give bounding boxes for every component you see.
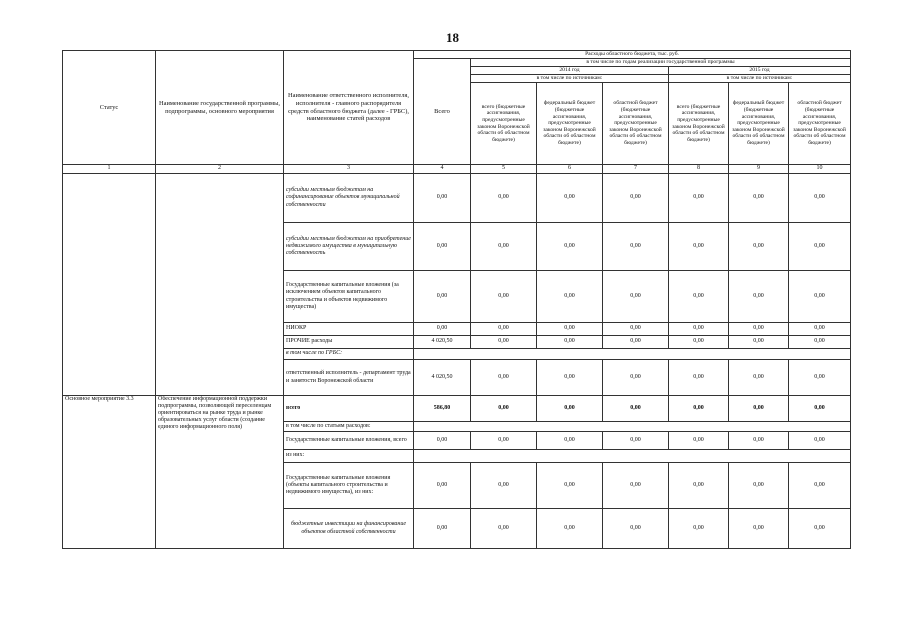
value-cell: 0,00 bbox=[471, 271, 537, 323]
row-label: в том числе по ГРБС: bbox=[284, 349, 414, 360]
header-sources-2015: в том числе по источникам: bbox=[669, 75, 851, 83]
value-cell: 0,00 bbox=[789, 271, 851, 323]
value-cell: 0,00 bbox=[729, 323, 789, 336]
value-cell: 0,00 bbox=[789, 174, 851, 223]
measure-name: Обеспечение информационной поддержки подпрограммы, позволяющей переселенцам ориентироваться на рынке труда и рынке образовательных услуг области (создание единого информационного поля) bbox=[156, 396, 284, 549]
row-label: из них: bbox=[284, 450, 414, 463]
value-cell: 0,00 bbox=[729, 509, 789, 549]
value-cell: 0,00 bbox=[789, 463, 851, 509]
value-cell: 0,00 bbox=[537, 174, 603, 223]
value-cell: 0,00 bbox=[414, 223, 471, 271]
value-cell: 0,00 bbox=[471, 463, 537, 509]
value-cell: 0,00 bbox=[603, 174, 669, 223]
col-number: 3 bbox=[284, 165, 414, 174]
header-2014-all: всего (бюджетные ассигнования, предусмотренные законом Воронежской области об областном бюджете) bbox=[471, 83, 537, 165]
value-cell: 0,00 bbox=[669, 396, 729, 422]
value-cell: 0,00 bbox=[603, 509, 669, 549]
value-cell: 0,00 bbox=[789, 223, 851, 271]
col-number: 2 bbox=[156, 165, 284, 174]
row-label: бюджетные инвестиции на финансирование объектов областной собственности bbox=[284, 509, 414, 549]
value-cell: 0,00 bbox=[669, 323, 729, 336]
value-cell: 0,00 bbox=[537, 360, 603, 396]
value-cell: 0,00 bbox=[729, 396, 789, 422]
value-cell: 0,00 bbox=[414, 463, 471, 509]
value-cell: 0,00 bbox=[471, 432, 537, 450]
col-number: 8 bbox=[669, 165, 729, 174]
row-label: субсидии местным бюджетам на софинансирование объектов муниципальной собственности bbox=[284, 174, 414, 223]
header-2014-federal: федеральный бюджет (бюджетные ассигнования, предусмотренные законом Воронежской области об областном бюджете) bbox=[537, 83, 603, 165]
value-cell: 0,00 bbox=[471, 174, 537, 223]
header-total: Всего bbox=[414, 59, 471, 165]
value-cell: 0,00 bbox=[729, 463, 789, 509]
value-cell: 0,00 bbox=[669, 360, 729, 396]
value-cell: 0,00 bbox=[537, 336, 603, 349]
value-cell: 0,00 bbox=[669, 271, 729, 323]
value-cell: 0,00 bbox=[669, 223, 729, 271]
header-by-years: в том числе по годам реализации государственной программы bbox=[471, 59, 851, 67]
value-cell: 0,00 bbox=[729, 271, 789, 323]
empty-cell bbox=[414, 422, 851, 432]
measure-status: Основное мероприятие 3.3 bbox=[63, 396, 156, 549]
value-cell: 0,00 bbox=[537, 223, 603, 271]
header-2015-regional: областной бюджет (бюджетные ассигнования, предусмотренные законом Воронежской области об областном бюджете) bbox=[789, 83, 851, 165]
value-cell: 0,00 bbox=[603, 323, 669, 336]
value-cell: 0,00 bbox=[789, 360, 851, 396]
value-cell: 0,00 bbox=[789, 509, 851, 549]
value-cell: 0,00 bbox=[414, 174, 471, 223]
col-number: 9 bbox=[729, 165, 789, 174]
row-label: Государственные капитальные вложения (за исключением объектов капитального строительства и объектов недвижимого имущества) bbox=[284, 271, 414, 323]
value-cell: 0,00 bbox=[537, 463, 603, 509]
row-label: Государственные капитальные вложения (объекты капитального строительства и недвижимого имущества), из них: bbox=[284, 463, 414, 509]
value-cell: 0,00 bbox=[789, 323, 851, 336]
header-executor: Наименование ответственного исполнителя, исполнителя - главного распорядителя средств областного бюджета (далее - ГРБС), наименование статей расходов bbox=[284, 51, 414, 165]
value-cell: 0,00 bbox=[603, 432, 669, 450]
table-row bbox=[63, 174, 851, 223]
page-number: 18 bbox=[446, 30, 459, 45]
row-label: НИОКР bbox=[284, 323, 414, 336]
value-cell: 0,00 bbox=[537, 432, 603, 450]
row-label: всего bbox=[284, 396, 414, 422]
value-cell: 0,00 bbox=[414, 271, 471, 323]
row-label: в том числе по статьям расходов: bbox=[284, 422, 414, 432]
column-number-row bbox=[63, 165, 851, 174]
col-number: 5 bbox=[471, 165, 537, 174]
value-cell: 0,00 bbox=[669, 432, 729, 450]
header-status: Статус bbox=[63, 51, 156, 165]
value-cell: 0,00 bbox=[471, 336, 537, 349]
budget-table bbox=[62, 50, 851, 549]
value-cell: 0,00 bbox=[603, 271, 669, 323]
value-cell: 0,00 bbox=[471, 360, 537, 396]
row-label: Государственные капитальные вложения, всего bbox=[284, 432, 414, 450]
row-label: ответственный исполнитель - департамент труда и занятости Воронежской области bbox=[284, 360, 414, 396]
value-cell: 0,00 bbox=[537, 323, 603, 336]
value-cell: 0,00 bbox=[603, 360, 669, 396]
col-number: 1 bbox=[63, 165, 156, 174]
col-number: 4 bbox=[414, 165, 471, 174]
col-number: 7 bbox=[603, 165, 669, 174]
value-cell: 0,00 bbox=[537, 509, 603, 549]
value-cell: 0,00 bbox=[729, 174, 789, 223]
status-cell-empty bbox=[63, 174, 156, 396]
value-cell: 0,00 bbox=[729, 432, 789, 450]
col-number: 10 bbox=[789, 165, 851, 174]
col-number: 6 bbox=[537, 165, 603, 174]
table-row bbox=[63, 396, 851, 422]
value-cell: 0,00 bbox=[669, 174, 729, 223]
header-expenses-title: Расходы областного бюджета, тыс. руб. bbox=[414, 51, 851, 59]
value-cell: 0,00 bbox=[471, 509, 537, 549]
header-program-name: Наименование государственной программы, подпрограммы, основного мероприятия bbox=[156, 51, 284, 165]
value-cell: 0,00 bbox=[669, 336, 729, 349]
value-cell: 0,00 bbox=[729, 360, 789, 396]
empty-cell bbox=[414, 349, 851, 360]
value-cell: 0,00 bbox=[603, 223, 669, 271]
value-cell: 0,00 bbox=[669, 509, 729, 549]
value-cell: 0,00 bbox=[789, 432, 851, 450]
value-cell: 0,00 bbox=[471, 323, 537, 336]
header-sources-2014: в том числе по источникам: bbox=[471, 75, 669, 83]
value-cell: 0,00 bbox=[603, 336, 669, 349]
empty-cell bbox=[414, 450, 851, 463]
value-cell: 0,00 bbox=[603, 396, 669, 422]
value-cell: 0,00 bbox=[471, 396, 537, 422]
header-2015-all: всего (бюджетные ассигнования, предусмотренные законом Воронежской области об областном бюджете) bbox=[669, 83, 729, 165]
value-cell: 4 020,50 bbox=[414, 360, 471, 396]
header-year-2014: 2014 год bbox=[471, 67, 669, 75]
value-cell: 0,00 bbox=[729, 223, 789, 271]
value-cell: 0,00 bbox=[537, 396, 603, 422]
header-year-2015: 2015 год bbox=[669, 67, 851, 75]
program-cell-empty bbox=[156, 174, 284, 396]
value-cell: 0,00 bbox=[729, 336, 789, 349]
value-cell: 0,00 bbox=[789, 396, 851, 422]
header-2015-federal: федеральный бюджет (бюджетные ассигнования, предусмотренные законом Воронежской области об областном бюджете) bbox=[729, 83, 789, 165]
value-cell: 0,00 bbox=[414, 323, 471, 336]
value-cell: 0,00 bbox=[471, 223, 537, 271]
row-label: ПРОЧИЕ расходы bbox=[284, 336, 414, 349]
row-label: субсидии местным бюджетам на приобретение недвижимого имущества в муниципальную собственность bbox=[284, 223, 414, 271]
value-cell: 0,00 bbox=[789, 336, 851, 349]
value-cell: 0,00 bbox=[669, 463, 729, 509]
header-2014-regional: областной бюджет (бюджетные ассигнования, предусмотренные законом Воронежской области об областном бюджете) bbox=[603, 83, 669, 165]
value-cell: 4 020,50 bbox=[414, 336, 471, 349]
value-cell: 0,00 bbox=[603, 463, 669, 509]
value-cell: 0,00 bbox=[414, 432, 471, 450]
value-cell: 586,80 bbox=[414, 396, 471, 422]
value-cell: 0,00 bbox=[537, 271, 603, 323]
value-cell: 0,00 bbox=[414, 509, 471, 549]
